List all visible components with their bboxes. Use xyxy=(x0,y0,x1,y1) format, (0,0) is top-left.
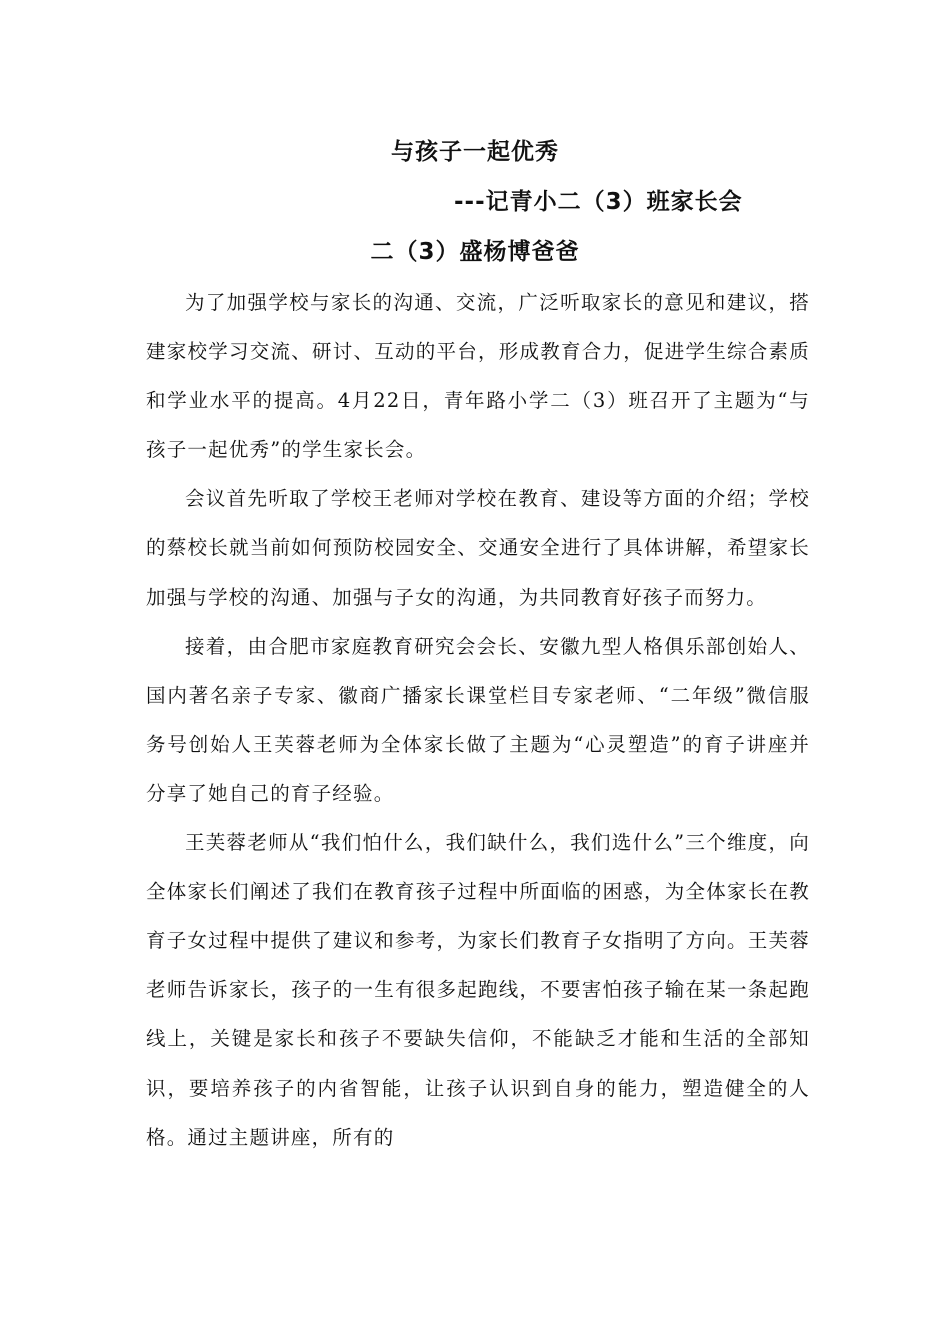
document-author: 二（3）盛杨博爸爸 xyxy=(370,239,580,265)
paragraph-2: 会议首先听取了学校王老师对学校在教育、建设等方面的介绍；学校的蔡校长就当前如何预防校园安全、交通安全进行了具体讲解，希望家长加强与学校的沟通、加强与子女的沟通，为共同教育好孩子而努力。 xyxy=(146,487,810,609)
document-title: 与孩子一起优秀 xyxy=(391,139,559,165)
paragraph-1: 为了加强学校与家长的沟通、交流，广泛听取家长的意见和建议，搭建家校学习交流、研讨、互动的平台，形成教育合力，促进学生综合素质和学业水平的提高。4月22日，青年路小学二（3）班召开了主题为“与孩子一起优秀”的学生家长会。 xyxy=(146,291,810,462)
document-body xyxy=(146,278,810,1162)
paragraph-3: 接着，由合肥市家庭教育研究会会长、安徽九型人格俱乐部创始人、国内著名亲子专家、徽商广播家长课堂栏目专家老师、“二年级”微信服务号创始人王芙蓉老师为全体家长做了主题为“心灵塑造”的育子讲座并分享了她自己的育子经验。 xyxy=(146,634,810,805)
document-subtitle: ---记青小二（3）班家长会 xyxy=(454,189,743,215)
paragraph-4: 王芙蓉老师从“我们怕什么，我们缺什么，我们选什么”三个维度，向全体家长们阐述了我们在教育孩子过程中所面临的困惑，为全体家长在教育子女过程中提供了建议和参考，为家长们教育子女指明了方向。王芙蓉老师告诉家长，孩子的一生有很多起跑线，不要害怕孩子输在某一条起跑线上，关键是家长和孩子不要缺失信仰，不能缺乏才能和生活的全部知识，要培养孩子的内省智能，让孩子认识到自身的能力，塑造健全的人格。通过主题讲座，所有的 xyxy=(146,831,810,1149)
